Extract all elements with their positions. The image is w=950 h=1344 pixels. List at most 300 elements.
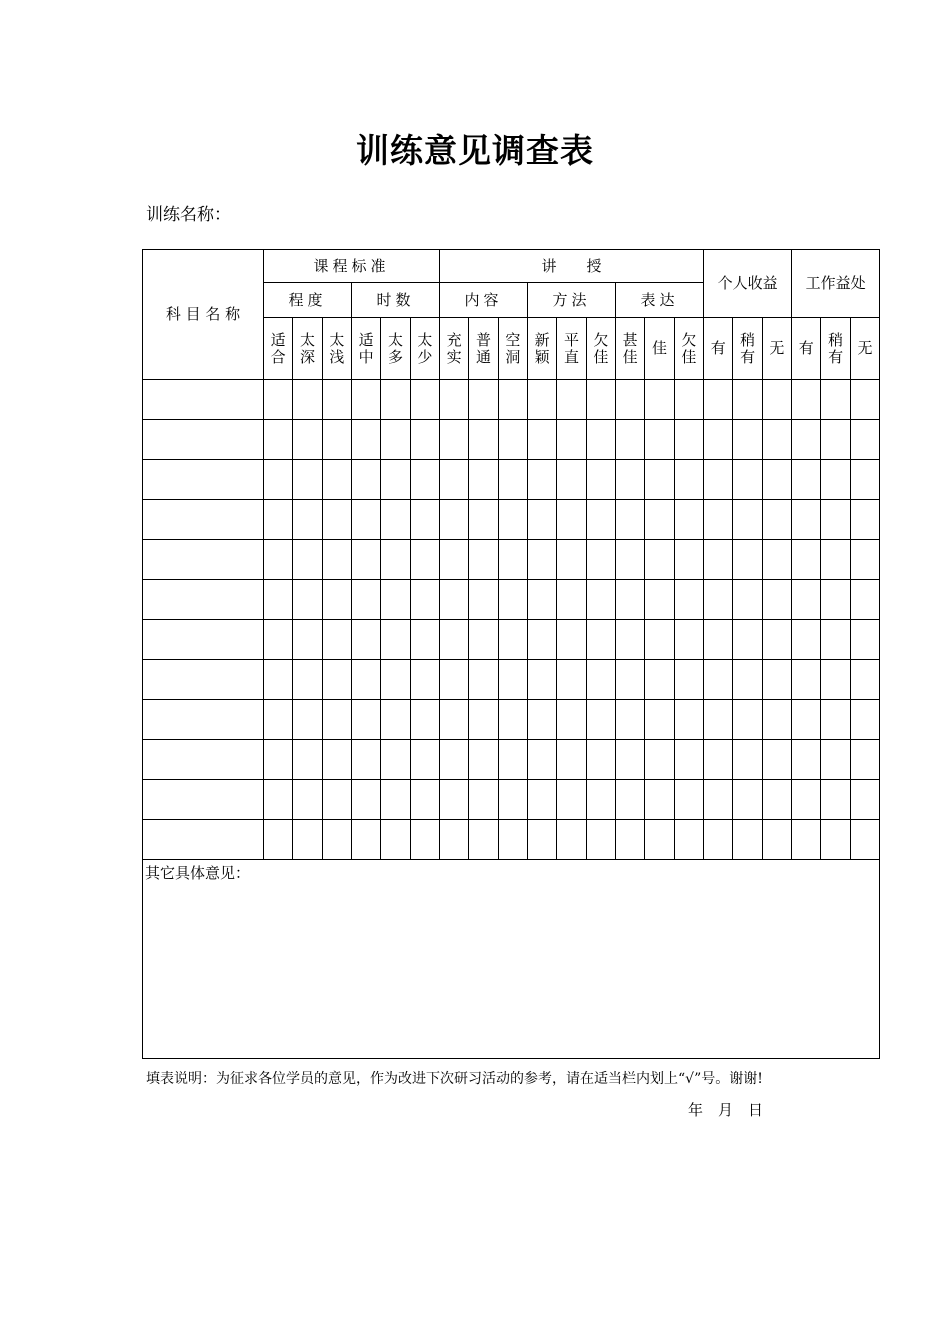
check-cell[interactable] (498, 780, 527, 820)
check-cell[interactable] (792, 580, 821, 620)
comments-area[interactable] (143, 860, 880, 1059)
check-cell[interactable] (322, 460, 351, 500)
check-cell[interactable] (792, 460, 821, 500)
check-cell[interactable] (440, 580, 469, 620)
check-cell[interactable] (498, 580, 527, 620)
column-header: 适合 (264, 318, 293, 380)
check-cell[interactable] (850, 580, 879, 620)
check-cell[interactable] (586, 380, 615, 420)
check-cell[interactable] (850, 540, 879, 580)
check-cell[interactable] (293, 580, 322, 620)
check-cell[interactable] (762, 380, 791, 420)
check-cell[interactable] (733, 500, 762, 540)
check-cell[interactable] (615, 820, 644, 860)
check-cell[interactable] (498, 460, 527, 500)
check-cell[interactable] (264, 660, 293, 700)
check-cell[interactable] (351, 500, 380, 540)
check-cell[interactable] (528, 820, 557, 860)
check-cell[interactable] (733, 820, 762, 860)
check-cell[interactable] (322, 660, 351, 700)
check-cell[interactable] (704, 460, 733, 500)
date-line: 年 月 日 (688, 1101, 764, 1119)
check-cell[interactable] (440, 420, 469, 460)
check-cell[interactable] (351, 540, 380, 580)
table-row (143, 540, 880, 580)
check-cell[interactable] (762, 540, 791, 580)
check-cell[interactable] (762, 620, 791, 660)
check-cell[interactable] (586, 740, 615, 780)
check-cell[interactable] (351, 700, 380, 740)
check-cell[interactable] (850, 380, 879, 420)
check-cell[interactable] (498, 380, 527, 420)
table-row (143, 500, 880, 540)
check-cell[interactable] (674, 500, 703, 540)
check-cell[interactable] (293, 780, 322, 820)
check-cell[interactable] (469, 500, 498, 540)
check-cell[interactable] (733, 420, 762, 460)
check-cell[interactable] (792, 500, 821, 540)
check-cell[interactable] (704, 700, 733, 740)
column-header: 有 (704, 318, 733, 380)
check-cell[interactable] (381, 380, 410, 420)
check-cell[interactable] (293, 420, 322, 460)
check-cell[interactable] (733, 700, 762, 740)
check-cell[interactable] (586, 780, 615, 820)
check-cell[interactable] (351, 740, 380, 780)
check-cell[interactable] (645, 780, 674, 820)
check-cell[interactable] (704, 620, 733, 660)
check-cell[interactable] (264, 780, 293, 820)
check-cell[interactable] (645, 380, 674, 420)
check-cell[interactable] (674, 660, 703, 700)
check-cell[interactable] (821, 380, 850, 420)
check-cell[interactable] (498, 820, 527, 860)
check-cell[interactable] (615, 700, 644, 740)
table-row (143, 820, 880, 860)
check-cell[interactable] (322, 500, 351, 540)
check-cell[interactable] (410, 660, 439, 700)
subject-cell[interactable] (143, 780, 264, 820)
check-cell[interactable] (645, 620, 674, 660)
check-cell[interactable] (821, 740, 850, 780)
check-cell[interactable] (322, 420, 351, 460)
check-cell[interactable] (264, 500, 293, 540)
check-cell[interactable] (322, 380, 351, 420)
subject-cell[interactable] (143, 580, 264, 620)
check-cell[interactable] (762, 580, 791, 620)
check-cell[interactable] (528, 620, 557, 660)
column-header: 适中 (351, 318, 380, 380)
training-name-label: 训练名称： (146, 205, 231, 225)
check-cell[interactable] (293, 660, 322, 700)
check-cell[interactable] (850, 740, 879, 780)
check-cell[interactable] (850, 660, 879, 700)
column-header: 有 (792, 318, 821, 380)
check-cell[interactable] (293, 500, 322, 540)
personal-benefit-header: 个人收益 (704, 250, 792, 318)
check-cell[interactable] (351, 460, 380, 500)
check-cell[interactable] (762, 820, 791, 860)
survey-table (142, 249, 880, 1059)
column-header: 新颖 (528, 318, 557, 380)
check-cell[interactable] (762, 700, 791, 740)
check-cell[interactable] (528, 380, 557, 420)
table-row (143, 460, 880, 500)
check-cell[interactable] (586, 540, 615, 580)
check-cell[interactable] (322, 740, 351, 780)
check-cell[interactable] (469, 780, 498, 820)
check-cell[interactable] (528, 420, 557, 460)
check-cell[interactable] (557, 620, 586, 660)
check-cell[interactable] (351, 620, 380, 660)
check-cell[interactable] (351, 580, 380, 620)
check-cell[interactable] (498, 660, 527, 700)
check-cell[interactable] (322, 540, 351, 580)
check-cell[interactable] (792, 420, 821, 460)
check-cell[interactable] (674, 380, 703, 420)
check-cell[interactable] (293, 620, 322, 660)
check-cell[interactable] (615, 460, 644, 500)
column-header: 充实 (440, 318, 469, 380)
check-cell[interactable] (615, 620, 644, 660)
check-cell[interactable] (469, 660, 498, 700)
table-row (143, 620, 880, 660)
check-cell[interactable] (762, 500, 791, 540)
check-cell[interactable] (557, 580, 586, 620)
check-cell[interactable] (762, 660, 791, 700)
check-cell[interactable] (440, 660, 469, 700)
check-cell[interactable] (351, 780, 380, 820)
check-cell[interactable] (264, 460, 293, 500)
check-cell[interactable] (821, 460, 850, 500)
check-cell[interactable] (674, 700, 703, 740)
check-cell[interactable] (469, 700, 498, 740)
column-header: 太少 (410, 318, 439, 380)
check-cell[interactable] (674, 780, 703, 820)
check-cell[interactable] (674, 740, 703, 780)
check-cell[interactable] (821, 500, 850, 540)
check-cell[interactable] (322, 580, 351, 620)
check-cell[interactable] (704, 580, 733, 620)
instructions-note: 填表说明：为征求各位学员的意见，作为改进下次研习活动的参考，请在适当栏内划上“√”号。谢谢! (146, 1071, 763, 1087)
check-cell[interactable] (821, 660, 850, 700)
check-cell[interactable] (704, 540, 733, 580)
check-cell[interactable] (322, 820, 351, 860)
check-cell[interactable] (645, 660, 674, 700)
check-cell[interactable] (381, 780, 410, 820)
check-cell[interactable] (615, 540, 644, 580)
check-cell[interactable] (674, 580, 703, 620)
check-cell[interactable] (615, 740, 644, 780)
check-cell[interactable] (586, 580, 615, 620)
check-cell[interactable] (351, 380, 380, 420)
check-cell[interactable] (850, 420, 879, 460)
lecture-header: 讲 授 (440, 250, 704, 283)
check-cell[interactable] (762, 740, 791, 780)
check-cell[interactable] (645, 740, 674, 780)
check-cell[interactable] (322, 620, 351, 660)
check-cell[interactable] (410, 500, 439, 540)
check-cell[interactable] (440, 700, 469, 740)
check-cell[interactable] (557, 700, 586, 740)
check-cell[interactable] (264, 580, 293, 620)
check-cell[interactable] (440, 460, 469, 500)
check-cell[interactable] (264, 620, 293, 660)
check-cell[interactable] (528, 540, 557, 580)
check-cell[interactable] (704, 380, 733, 420)
check-cell[interactable] (381, 420, 410, 460)
check-cell[interactable] (440, 540, 469, 580)
check-cell[interactable] (733, 540, 762, 580)
check-cell[interactable] (469, 620, 498, 660)
check-cell[interactable] (733, 380, 762, 420)
subject-cell[interactable] (143, 660, 264, 700)
column-header: 稍有 (821, 318, 850, 380)
column-header: 太多 (381, 318, 410, 380)
check-cell[interactable] (792, 620, 821, 660)
check-cell[interactable] (821, 780, 850, 820)
check-cell[interactable] (293, 700, 322, 740)
check-cell[interactable] (733, 620, 762, 660)
check-cell[interactable] (410, 740, 439, 780)
check-cell[interactable] (498, 700, 527, 740)
check-cell[interactable] (557, 500, 586, 540)
check-cell[interactable] (704, 780, 733, 820)
check-cell[interactable] (704, 660, 733, 700)
check-cell[interactable] (264, 540, 293, 580)
check-cell[interactable] (821, 420, 850, 460)
check-cell[interactable] (528, 580, 557, 620)
check-cell[interactable] (381, 460, 410, 500)
table-row (143, 780, 880, 820)
check-cell[interactable] (792, 740, 821, 780)
check-cell[interactable] (557, 420, 586, 460)
check-cell[interactable] (586, 620, 615, 660)
check-cell[interactable] (733, 780, 762, 820)
check-cell[interactable] (264, 700, 293, 740)
check-cell[interactable] (264, 380, 293, 420)
subject-cell[interactable] (143, 380, 264, 420)
column-header: 无 (850, 318, 879, 380)
check-cell[interactable] (615, 420, 644, 460)
check-cell[interactable] (615, 580, 644, 620)
check-cell[interactable] (469, 580, 498, 620)
work-benefit-header: 工作益处 (792, 250, 880, 318)
check-cell[interactable] (850, 500, 879, 540)
check-cell[interactable] (293, 740, 322, 780)
check-cell[interactable] (645, 460, 674, 500)
check-cell[interactable] (792, 380, 821, 420)
check-cell[interactable] (615, 380, 644, 420)
check-cell[interactable] (410, 460, 439, 500)
column-header: 佳 (645, 318, 674, 380)
check-cell[interactable] (528, 780, 557, 820)
check-cell[interactable] (528, 700, 557, 740)
check-cell[interactable] (792, 540, 821, 580)
subject-cell[interactable] (143, 500, 264, 540)
check-cell[interactable] (792, 780, 821, 820)
subject-cell[interactable] (143, 700, 264, 740)
check-cell[interactable] (264, 740, 293, 780)
check-cell[interactable] (557, 380, 586, 420)
subject-cell[interactable] (143, 740, 264, 780)
check-cell[interactable] (821, 700, 850, 740)
check-cell[interactable] (674, 620, 703, 660)
column-header: 太浅 (322, 318, 351, 380)
check-cell[interactable] (821, 820, 850, 860)
check-cell[interactable] (645, 420, 674, 460)
check-cell[interactable] (733, 660, 762, 700)
check-cell[interactable] (469, 740, 498, 780)
check-cell[interactable] (381, 540, 410, 580)
check-cell[interactable] (469, 540, 498, 580)
check-cell[interactable] (586, 420, 615, 460)
check-cell[interactable] (674, 460, 703, 500)
check-cell[interactable] (440, 820, 469, 860)
subject-cell[interactable] (143, 540, 264, 580)
check-cell[interactable] (645, 820, 674, 860)
check-cell[interactable] (293, 380, 322, 420)
check-cell[interactable] (850, 700, 879, 740)
check-cell[interactable] (528, 740, 557, 780)
check-cell[interactable] (351, 660, 380, 700)
check-cell[interactable] (704, 500, 733, 540)
subject-cell[interactable] (143, 420, 264, 460)
check-cell[interactable] (792, 820, 821, 860)
check-cell[interactable] (821, 580, 850, 620)
degree-header: 程度 (264, 283, 352, 318)
check-cell[interactable] (469, 380, 498, 420)
check-cell[interactable] (674, 540, 703, 580)
column-header: 平直 (557, 318, 586, 380)
check-cell[interactable] (381, 820, 410, 860)
check-cell[interactable] (410, 380, 439, 420)
check-cell[interactable] (440, 380, 469, 420)
check-cell[interactable] (469, 820, 498, 860)
check-cell[interactable] (704, 740, 733, 780)
check-cell[interactable] (528, 460, 557, 500)
check-cell[interactable] (557, 820, 586, 860)
check-cell[interactable] (733, 460, 762, 500)
check-cell[interactable] (410, 540, 439, 580)
check-cell[interactable] (557, 740, 586, 780)
check-cell[interactable] (762, 780, 791, 820)
check-cell[interactable] (293, 540, 322, 580)
course-standard-header: 课程标准 (264, 250, 440, 283)
check-cell[interactable] (322, 700, 351, 740)
check-cell[interactable] (586, 700, 615, 740)
check-cell[interactable] (674, 420, 703, 460)
check-cell[interactable] (850, 780, 879, 820)
check-cell[interactable] (557, 460, 586, 500)
check-cell[interactable] (381, 620, 410, 660)
check-cell[interactable] (615, 500, 644, 540)
check-cell[interactable] (293, 460, 322, 500)
check-cell[interactable] (293, 820, 322, 860)
check-cell[interactable] (498, 540, 527, 580)
subject-cell[interactable] (143, 820, 264, 860)
expression-header: 表达 (615, 283, 703, 318)
check-cell[interactable] (645, 700, 674, 740)
check-cell[interactable] (469, 420, 498, 460)
method-header: 方法 (528, 283, 616, 318)
check-cell[interactable] (645, 540, 674, 580)
check-cell[interactable] (792, 660, 821, 700)
check-cell[interactable] (821, 540, 850, 580)
check-cell[interactable] (322, 780, 351, 820)
check-cell[interactable] (792, 700, 821, 740)
check-cell[interactable] (440, 620, 469, 660)
check-cell[interactable] (762, 460, 791, 500)
check-cell[interactable] (498, 420, 527, 460)
check-cell[interactable] (381, 700, 410, 740)
check-cell[interactable] (645, 580, 674, 620)
check-cell[interactable] (381, 740, 410, 780)
content-header: 内容 (440, 283, 528, 318)
subject-cell[interactable] (143, 460, 264, 500)
check-cell[interactable] (850, 460, 879, 500)
check-cell[interactable] (351, 820, 380, 860)
check-cell[interactable] (733, 580, 762, 620)
check-cell[interactable] (704, 820, 733, 860)
check-cell[interactable] (762, 420, 791, 460)
check-cell[interactable] (586, 500, 615, 540)
check-cell[interactable] (264, 820, 293, 860)
check-cell[interactable] (381, 500, 410, 540)
check-cell[interactable] (645, 500, 674, 540)
column-header: 欠佳 (586, 318, 615, 380)
check-cell[interactable] (557, 660, 586, 700)
check-cell[interactable] (498, 500, 527, 540)
check-cell[interactable] (586, 660, 615, 700)
check-cell[interactable] (615, 780, 644, 820)
check-cell[interactable] (351, 420, 380, 460)
check-cell[interactable] (440, 780, 469, 820)
check-cell[interactable] (410, 420, 439, 460)
check-cell[interactable] (586, 460, 615, 500)
column-header: 稍有 (733, 318, 762, 380)
check-cell[interactable] (615, 660, 644, 700)
subject-cell[interactable] (143, 620, 264, 660)
subject-name-header: 科 目 名 称 (143, 250, 264, 380)
check-cell[interactable] (850, 820, 879, 860)
check-cell[interactable] (557, 780, 586, 820)
check-cell[interactable] (410, 820, 439, 860)
check-cell[interactable] (557, 540, 586, 580)
check-cell[interactable] (410, 620, 439, 660)
check-cell[interactable] (381, 660, 410, 700)
check-cell[interactable] (850, 620, 879, 660)
check-cell[interactable] (528, 500, 557, 540)
check-cell[interactable] (674, 820, 703, 860)
check-cell[interactable] (821, 620, 850, 660)
check-cell[interactable] (469, 460, 498, 500)
check-cell[interactable] (733, 740, 762, 780)
check-cell[interactable] (410, 580, 439, 620)
check-cell[interactable] (440, 500, 469, 540)
check-cell[interactable] (704, 420, 733, 460)
table-row (143, 380, 880, 420)
check-cell[interactable] (264, 420, 293, 460)
check-cell[interactable] (410, 700, 439, 740)
check-cell[interactable] (498, 740, 527, 780)
check-cell[interactable] (528, 660, 557, 700)
check-cell[interactable] (498, 620, 527, 660)
check-cell[interactable] (440, 740, 469, 780)
check-cell[interactable] (381, 580, 410, 620)
check-cell[interactable] (586, 820, 615, 860)
check-cell[interactable] (410, 780, 439, 820)
